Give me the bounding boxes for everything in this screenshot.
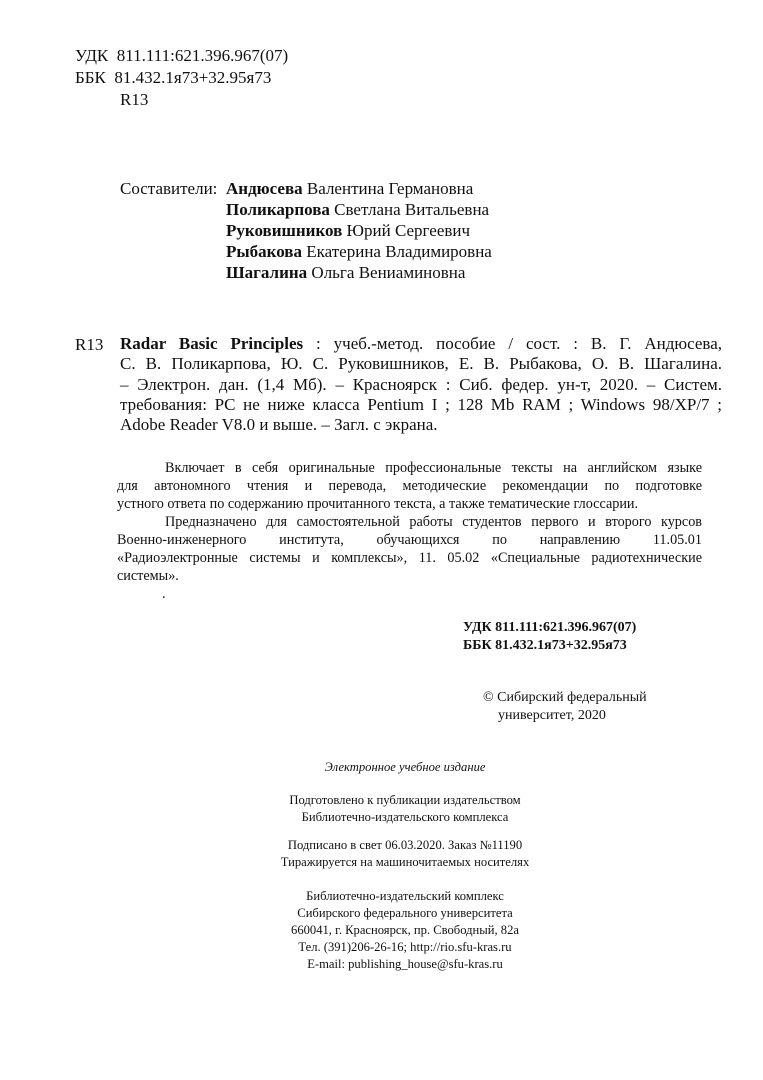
bbk-value: 81.432.1я73+32.95я73: [114, 68, 272, 87]
book-title: Radar Basic Principles: [120, 334, 304, 353]
bib-line: – Электрон. дан. (1,4 Мб). – Красноярск : Сиб. федер. ун-т, 2020. – Систем.: [120, 374, 722, 394]
bib-line: требования: PC не ниже класса Pentium I ; 128 Mb RAM ; Windows 98/XP/7 ;: [120, 394, 722, 414]
annotation-line: системы».: [117, 568, 179, 584]
annotation-line: устного ответа по содержанию прочитанного текста, а также тематические глоссарии.: [117, 496, 639, 512]
compiler: [226, 220, 470, 241]
imprint-line: Тел. (391)206-26-16; http://rio.sfu-kras.ru: [298, 940, 512, 954]
compiler-surname: Руковишников: [226, 221, 343, 240]
compiler-surname: Шагалина: [226, 263, 308, 282]
author-code: R13: [120, 90, 149, 109]
compiler: [226, 241, 492, 262]
imprint-line: Подготовлено к публикации издательством: [289, 793, 521, 807]
bib-line: : учеб.-метод. пособие / сост. : В. Г. Андюсева,: [303, 334, 722, 353]
compiler-name: Екатерина Владимировна: [306, 242, 492, 261]
annotation: [117, 459, 702, 603]
compiler-surname: Поликарпова: [226, 200, 330, 219]
imprint-line: Сибирского федерального университета: [297, 906, 513, 920]
compiler-surname: Рыбакова: [226, 242, 302, 261]
compiler-name: Валентина Германовна: [306, 179, 474, 198]
imprint-line: Тиражируется на машиночитаемых носителях: [280, 855, 530, 869]
compiler-name: Светлана Витальевна: [334, 200, 490, 219]
edition-type: Электронное учебное издание: [324, 760, 486, 774]
annotation-line: .: [162, 586, 166, 602]
udk-label: УДК: [75, 46, 109, 65]
imprint-line: Библиотечно-издательский комплекс: [306, 889, 504, 903]
compiler-name: Юрий Сергеевич: [346, 221, 471, 240]
bibliographic-description: [120, 334, 722, 435]
compiler-name: Ольга Вениаминовна: [311, 263, 466, 282]
compilers-label: Составители:: [120, 179, 218, 198]
annotation-line: Предназначено для самостоятельной работы студентов первого и второго курсов: [165, 514, 702, 530]
copyright-line: университет, 2020: [498, 708, 606, 723]
compiler: [226, 199, 489, 220]
annotation-line: «Радиоэлектронные системы и комплексы», 11. 05.02 «Специальные радиотехнические: [117, 550, 702, 566]
compiler: [226, 178, 473, 199]
bib-code: R13: [75, 335, 104, 354]
udk-bottom: УДК 811.111:621.396.967(07): [463, 620, 637, 635]
imprint-line: 660041, г. Красноярск, пр. Свободный, 82а: [291, 923, 519, 937]
bib-line: С. В. Поликарпова, Ю. С. Руковишников, Е. В. Рыбакова, О. В. Шагалина.: [120, 354, 722, 374]
imprint-line: Библиотечно-издательского комплекса: [301, 810, 509, 824]
annotation-line: для автономного чтения и перевода, методические рекомендации по подготовке: [117, 478, 702, 494]
annotation-line: Включает в себя оригинальные профессиональные тексты на английском языке: [165, 460, 702, 476]
imprint-line: Подписано в свет 06.03.2020. Заказ №11190: [287, 838, 523, 852]
imprint-line: E-mail: publishing_house@sfu-kras.ru: [307, 957, 503, 971]
udk-value: 811.111:621.396.967(07): [116, 46, 289, 65]
bbk-line: [75, 67, 271, 89]
bib-line: Adobe Reader V8.0 и выше. – Загл. с экрана.: [120, 415, 438, 435]
bbk-bottom: ББК 81.432.1я73+32.95я73: [463, 638, 627, 653]
annotation-line: Военно-инженерного института, обучающихся по направлению 11.05.01: [117, 532, 702, 548]
bbk-label: ББК: [75, 68, 106, 87]
udk-line: [75, 45, 288, 67]
compiler-surname: Андюсева: [226, 179, 303, 198]
compiler: [226, 262, 465, 283]
copyright-line: © Сибирский федеральный: [483, 690, 647, 705]
